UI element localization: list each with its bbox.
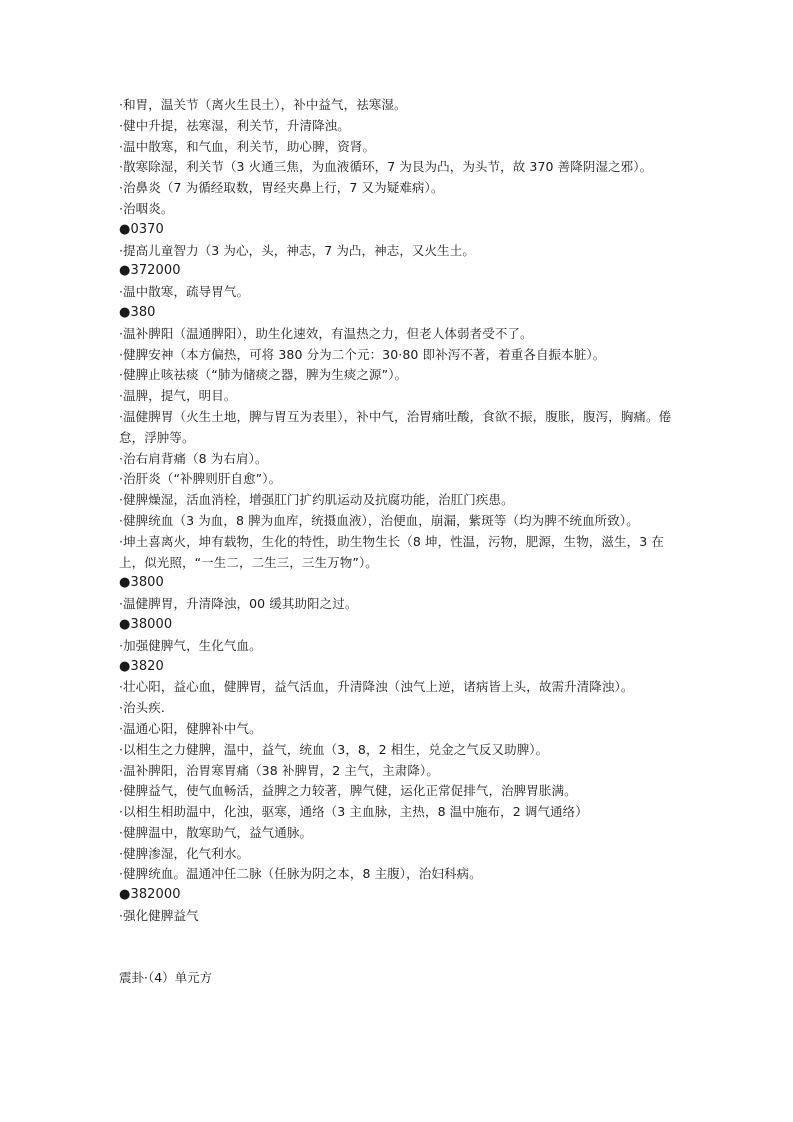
list-item: ·坤土喜离火，坤有载物，生化的特性，助生物生长（8 坤，性温，污物，肥源，生物，滋生，3 在上，似光照，“一生二，二生三，三生万物”）。 [119, 533, 664, 570]
list-item: ·温健脾胃（火生土地，脾与胃互为表里），补中气，治胃痛吐酸，食欲不振，腹胀，腹泻，胸痛。倦怠，浮肿等。 [119, 408, 672, 445]
list-item: ·治咽炎。 [119, 200, 174, 216]
list-item: ·治肝炎（“补脾则肝自愈”）。 [119, 471, 282, 487]
list-item: ·散寒除湿，利关节（3 火通三焦，为血液循环，7 为艮为凸，为头节，故 370 善降阴湿之邪）。 [119, 159, 653, 175]
list-item: ·治头疾. [119, 700, 165, 716]
formula-code-heading: ●372000 [119, 263, 181, 279]
list-item: ·治鼻炎（7 为循经取数，胃经夹鼻上行，7 又为疑难病）。 [119, 180, 444, 196]
list-item: ·提高儿童智力（3 为心，头，神志，7 为凸，神志，又火生土。 [119, 242, 475, 258]
list-item: ·健脾统血（3 为血，8 脾为血库，统摄血液），治便血，崩漏，紫斑等（均为脾不统血所致）。 [119, 512, 639, 528]
list-item: ·加强健脾气，生化气血。 [119, 637, 262, 653]
list-item: ·健脾安神（本方偏热，可将 380 分为二个元：30·80 即补泻不著，着重各自振本脏）。 [119, 346, 606, 362]
list-item: ·温健脾胃，升清降浊，00 缓其助阳之过。 [119, 596, 358, 612]
list-item: ·壮心阳，益心血，健脾胃，益气活血，升清降浊（浊气上逆，诸病皆上头，故需升清降浊）。 [119, 679, 634, 695]
list-item: ·以相生相助温中，化浊，驱寒，通络（3 主血脉，主热，8 温中施布，2 调气通络） [119, 804, 588, 820]
formula-code-heading: ●3800 [119, 575, 164, 591]
list-item: ·健脾统血。温通冲任二脉（任脉为阴之本，8 主腹），治妇科病。 [119, 866, 482, 882]
list-item: ·健脾益气，使气血畅活，益脾之力较著，脾气健，运化正常促排气，治脾胃胀满。 [119, 783, 577, 799]
list-item: ·健脾温中，散寒助气，益气通脉。 [119, 824, 313, 840]
formula-code-heading: ●0370 [119, 221, 164, 237]
list-item: ·温补脾阳（温通脾阳），助生化速效，有温热之力，但老人体弱者受不了。 [119, 325, 533, 341]
list-item: ·健中升提，祛寒湿，利关节，升清降浊。 [119, 117, 350, 133]
list-item: ·强化健脾益气 [119, 908, 199, 924]
list-item: ·温中散寒，疏导胃气。 [119, 284, 250, 300]
section-heading-zhen-gua: 震卦·（4）单元方 [119, 970, 213, 985]
list-item: ·温中散寒，和气血，利关节，助心脾，资肾。 [119, 138, 376, 154]
document-body [119, 95, 689, 927]
formula-code-heading: ●38000 [119, 616, 173, 632]
list-item: ·健脾止咳祛痰（“肺为储痰之器，脾为生痰之源”）。 [119, 367, 408, 383]
list-item: ·温补脾阳，治胃寒胃痛（38 补脾胃，2 主气，主肃降）。 [119, 762, 439, 778]
list-item: ·健脾燥湿，活血消栓，增强肛门扩约肌运动及抗腐功能，治肛门疾患。 [119, 492, 514, 508]
list-item: ·温脾，提气，明目。 [119, 388, 237, 404]
formula-code-heading: ●382000 [119, 887, 181, 903]
list-item: ·治右肩背痛（8 为右肩）。 [119, 450, 268, 466]
list-item: ·温通心阳，健脾补中气。 [119, 720, 262, 736]
formula-code-heading: ●380 [119, 304, 156, 320]
list-item: ·和胃，温关节（离火生艮土），补中益气，祛寒湿。 [119, 97, 407, 112]
list-item: ·以相生之力健脾，温中，益气，统血（3，8，2 相生，兑金之气反又助脾）。 [119, 741, 549, 757]
list-item: ·健脾渗湿，化气利水。 [119, 845, 250, 861]
formula-code-heading: ●3820 [119, 658, 164, 674]
